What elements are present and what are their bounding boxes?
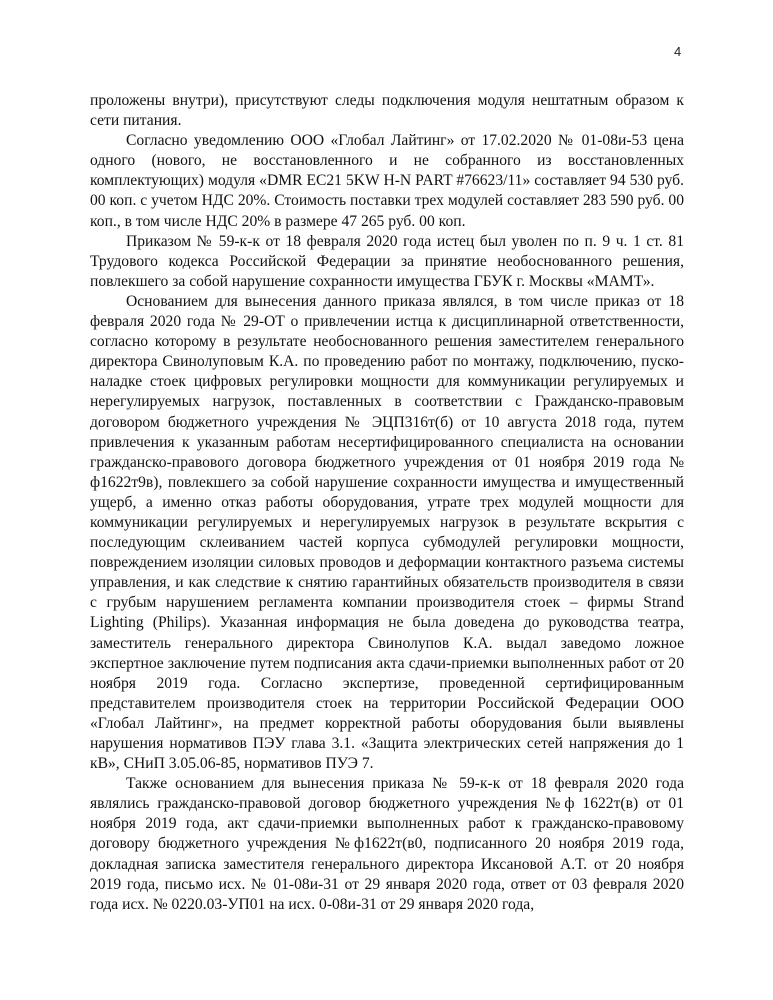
paragraph-price-notice: Согласно уведомлению ООО «Глобал Лайтинг» от 17.02.2020 № 01-08и-53 цена одного (нового, не восстановленного и не собранного из восстановленных комплектующих) модуля «DMR EC21 5KW H-N PART #76623/11» составляет 94 530 руб. 00 коп. с учетом НДС 20%. Стоимость поставки трех модулей составляет 283 590 руб. 00 коп., в том числе НДС 20% в размере 47 265 руб. 00 коп. <box>90 132 684 230</box>
paragraph-additional-grounds: Также основанием для вынесения приказа № 59-к-к от 18 февраля 2020 года являлись гражданско-правовой договор бюджетного учреждения №ф 1622т(в) от 01 ноября 2019 года, акт сдачи-приемки выполненных работ к гражданско-правовому договору бюджетного учреждения №ф1622т(в0, подписанного 20 ноября 2019 года, докладная записка заместителя генерального директора Иксановой А.Т. от 20 ноября 2019 года, письмо исх. № 01-08и-31 от 29 января 2020 года, ответ от 03 февраля 2020 года исх. № 0220.03-УП01 на исх. 0-08и-31 от 29 января 2020 года, <box>90 775 684 913</box>
paragraph-order-grounds: Основанием для вынесения данного приказа являлся, в том числе приказ от 18 февраля 2020 года № 29-ОТ о привлечении истца к дисциплинарной ответственности, согласно которому в результате необоснованного решения заместителем генерального директора Свинолуповым К.А. по проведению работ по монтажу, подключению, пуско-наладке стоек цифровых регулировки мощности для коммуникации регулируемых и нерегулируемых нагрузок, поставленных в соответствии с Гражданско-правовым договором бюджетного учреждения № ЭЦП316т(б) от 10 августа 2018 года, путем привлечения к указанным работам несертифицированного специалиста на основании гражданско-правового договора бюджетного учреждения от 01 ноября 2019 года № ф1622т9в), повлекшего за собой нарушение сохранности имущества и имущественный ущерб, а именно отказ работы оборудования, утрате трех модулей мощности для коммуникации регулируемых и нерегулируемых нагрузок в результате вскрытия с последующим склеиванием частей корпуса субмодулей регулировки мощности, повреждением изоляции силовых проводов и деформации контактного разъема системы управления, и как следствие к снятию гарантийных обязательств производителя в связи с грубым нарушением регламента компании производителя стоек – фирмы Strand Lighting (Philips). Указанная информация не была доведена до руководства театра, заместитель генерального директора Свинолупов К.А. выдал заведомо ложное экспертное заключение путем подписания акта сдачи-приемки выполненных работ от 20 ноября 2019 года. Согласно экспертизе, проведенной сертифицированным представителем производителя стоек на территории Российской Федерации ООО «Глобал Лайтинг», на предмет корректной работы оборудования были выявлены нарушения нормативов ПЭУ глава 3.1. «Защита электрических сетей напряжения до 1 кВ», СНиП 3.05.06-85, нормативов ПУЭ 7. <box>90 292 684 773</box>
document-body <box>90 91 684 915</box>
paragraph-continuation: проложены внутри), присутствуют следы подключения модуля нештатным образом к сети питания. <box>90 92 684 130</box>
paragraph-dismissal-order: Приказом № 59-к-к от 18 февраля 2020 года истец был уволен по п. 9 ч. 1 ст. 81 Трудового кодекса Российской Федерации за принятие необоснованного решения, повлекшего за собой нарушение сохранности имущества ГБУК г. Москвы «МАМТ». <box>90 232 684 290</box>
page-number: 4 <box>674 44 682 59</box>
